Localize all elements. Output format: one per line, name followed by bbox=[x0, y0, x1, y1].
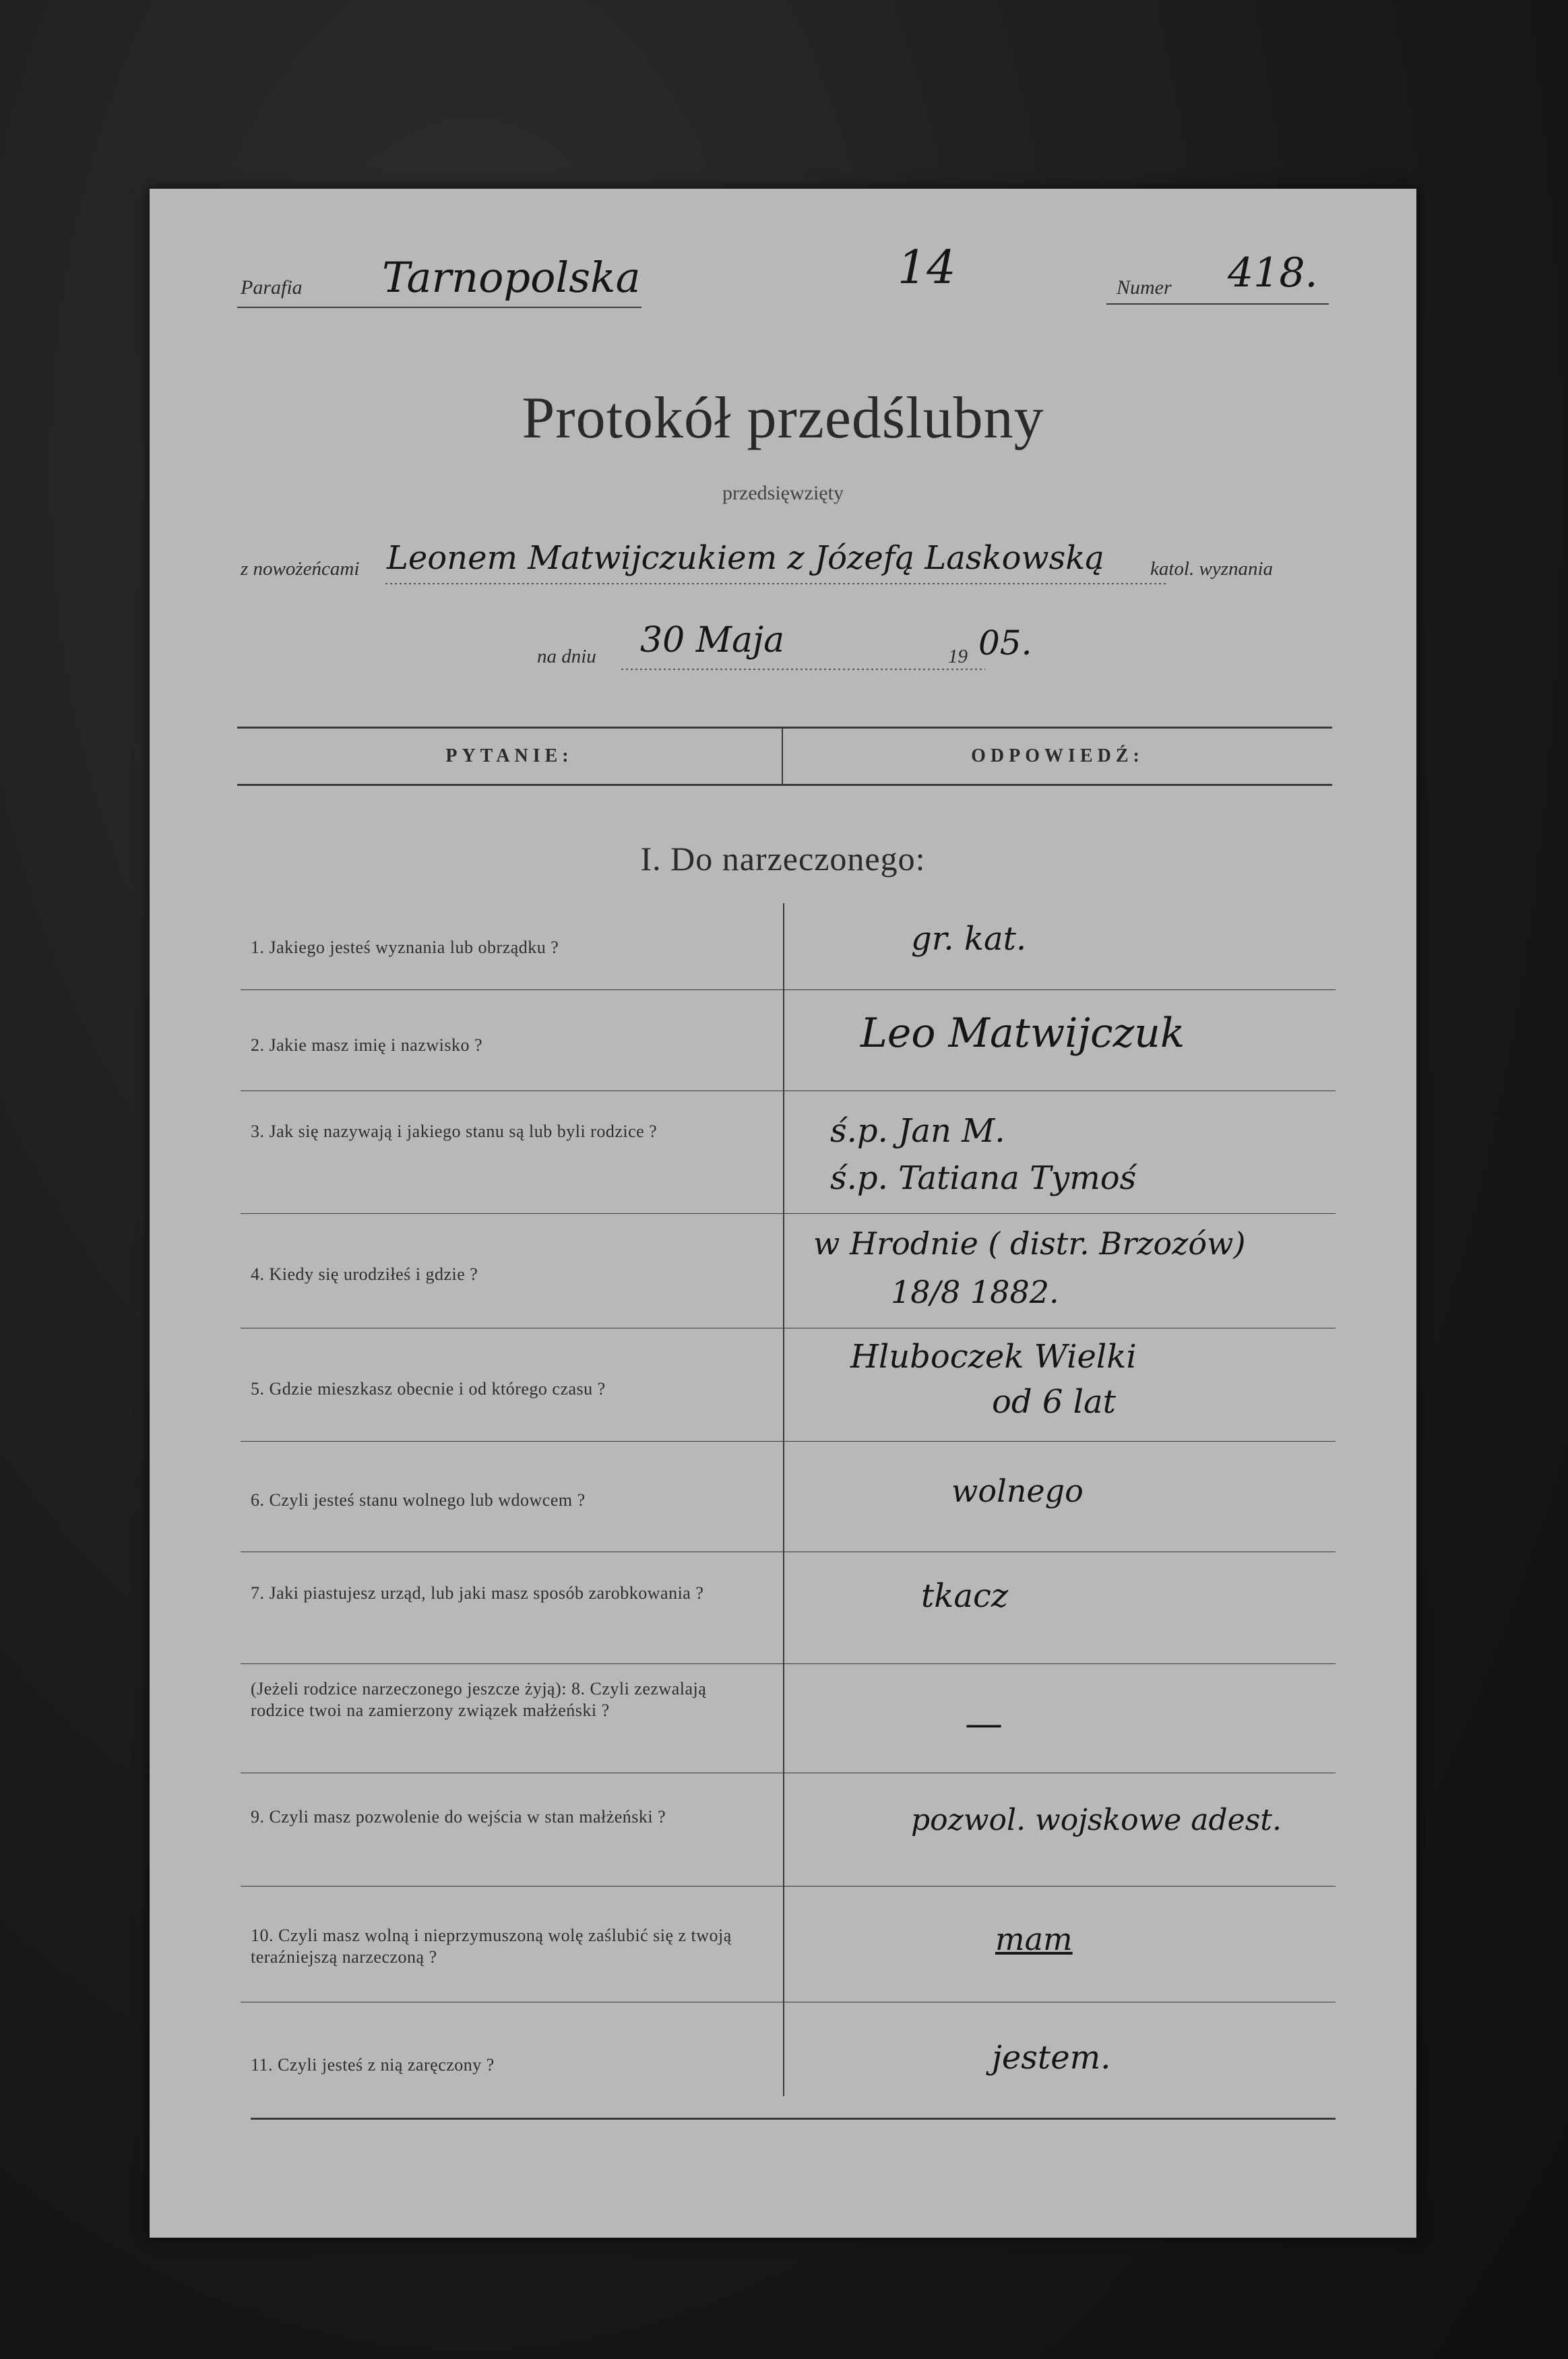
question-6: 6. Czyli jesteś stanu wolnego lub wdowcem ? bbox=[251, 1490, 586, 1510]
header-top-rule bbox=[237, 727, 1332, 729]
row-divider-5 bbox=[241, 1441, 1336, 1442]
table-column-divider bbox=[783, 903, 784, 2096]
document-subtitle: przedsięwzięty bbox=[722, 482, 844, 504]
date-prefix-label: na dniu bbox=[537, 646, 596, 667]
row-divider-7 bbox=[241, 1663, 1336, 1664]
question-10: 10. Czyli masz wolną i nieprzymuszoną wolę zaślubić się z twoją teraźniejszą narzeczoną ? bbox=[251, 1926, 732, 1967]
couple-prefix-label: z nowożeńcami bbox=[241, 558, 360, 580]
question-4: 4. Kiedy się urodziłeś i gdzie ? bbox=[251, 1264, 478, 1284]
couple-names: Leonem Matwijczukiem z Józefą Laskowską bbox=[387, 539, 1104, 577]
date-year-suffix: 05. bbox=[978, 623, 1032, 663]
answer-4-line1: w Hrodnie ( distr. Brzozów) bbox=[813, 1225, 1246, 1262]
numer-underline bbox=[1106, 303, 1329, 305]
date-value: 30 Maja bbox=[640, 620, 785, 661]
question-5: 5. Gdzie mieszkasz obecnie i od którego czasu ? bbox=[251, 1379, 606, 1399]
answer-3-line1: ś.p. Jan M. bbox=[830, 1112, 1005, 1150]
answer-5-line1: Hluboczek Wielki bbox=[850, 1338, 1137, 1376]
answer-1: gr. kat. bbox=[911, 920, 1027, 958]
numer-value: 418. bbox=[1228, 249, 1318, 297]
row-divider-3 bbox=[241, 1213, 1336, 1214]
answer-5-line2: od 6 lat bbox=[992, 1383, 1116, 1421]
parafia-underline bbox=[237, 307, 641, 308]
couple-dotted-line bbox=[385, 583, 1167, 584]
question-2: 2. Jakie masz imię i nazwisko ? bbox=[251, 1035, 483, 1055]
answer-4-line2: 18/8 1882. bbox=[891, 1274, 1059, 1310]
answer-11: jestem. bbox=[992, 2039, 1111, 2077]
answer-9: pozwol. wojskowe adest. bbox=[911, 1803, 1282, 1837]
question-11: 11. Czyli jesteś z nią zaręczony ? bbox=[251, 2055, 495, 2075]
answer-2: Leo Matwijczuk bbox=[860, 1010, 1185, 1057]
question-7: 7. Jaki piastujesz urząd, lub jaki masz sposób zarobkowania ? bbox=[251, 1583, 704, 1603]
document-title: Protokół przedślubny bbox=[522, 386, 1044, 451]
question-9: 9. Czyli masz pozwolenie do wejścia w stan małżeński ? bbox=[251, 1807, 666, 1827]
row-divider-1 bbox=[241, 989, 1336, 990]
document-page bbox=[150, 189, 1416, 2238]
answer-3-line2: ś.p. Tatiana Tymoś bbox=[830, 1159, 1137, 1197]
answer-8: — bbox=[965, 1702, 1003, 1746]
question-3: 3. Jak się nazywają i jakiego stanu są lub byli rodzice ? bbox=[251, 1122, 658, 1141]
couple-suffix-label: katol. wyznania bbox=[1150, 558, 1274, 580]
answer-7: tkacz bbox=[921, 1577, 1009, 1615]
parafia-value: Tarnopolska bbox=[382, 253, 641, 302]
sheet-mark: 14 bbox=[898, 241, 956, 295]
section-title: I. Do narzeczonego: bbox=[640, 840, 926, 878]
header-bottom-rule bbox=[237, 784, 1332, 786]
date-year-prefix: 19 bbox=[948, 646, 968, 667]
table-bottom-rule bbox=[251, 2118, 1336, 2120]
date-dotted-line bbox=[621, 669, 985, 670]
numer-label: Numer bbox=[1117, 276, 1172, 299]
answer-6: wolnego bbox=[951, 1473, 1084, 1509]
column-header-answer: ODPOWIEDŹ: bbox=[971, 745, 1144, 766]
column-header-question: PYTANIE: bbox=[445, 745, 573, 766]
row-divider-9 bbox=[241, 1886, 1336, 1887]
question-8: (Jeżeli rodzice narzeczonego jeszcze żyją): 8. Czyli zezwalają rodzice twoi na zamierzony związek małżeński ? bbox=[251, 1679, 707, 1720]
parafia-label: Parafia bbox=[241, 276, 303, 299]
question-1: 1. Jakiego jesteś wyznania lub obrządku ? bbox=[251, 938, 559, 957]
answer-10: mam bbox=[995, 1921, 1073, 1957]
